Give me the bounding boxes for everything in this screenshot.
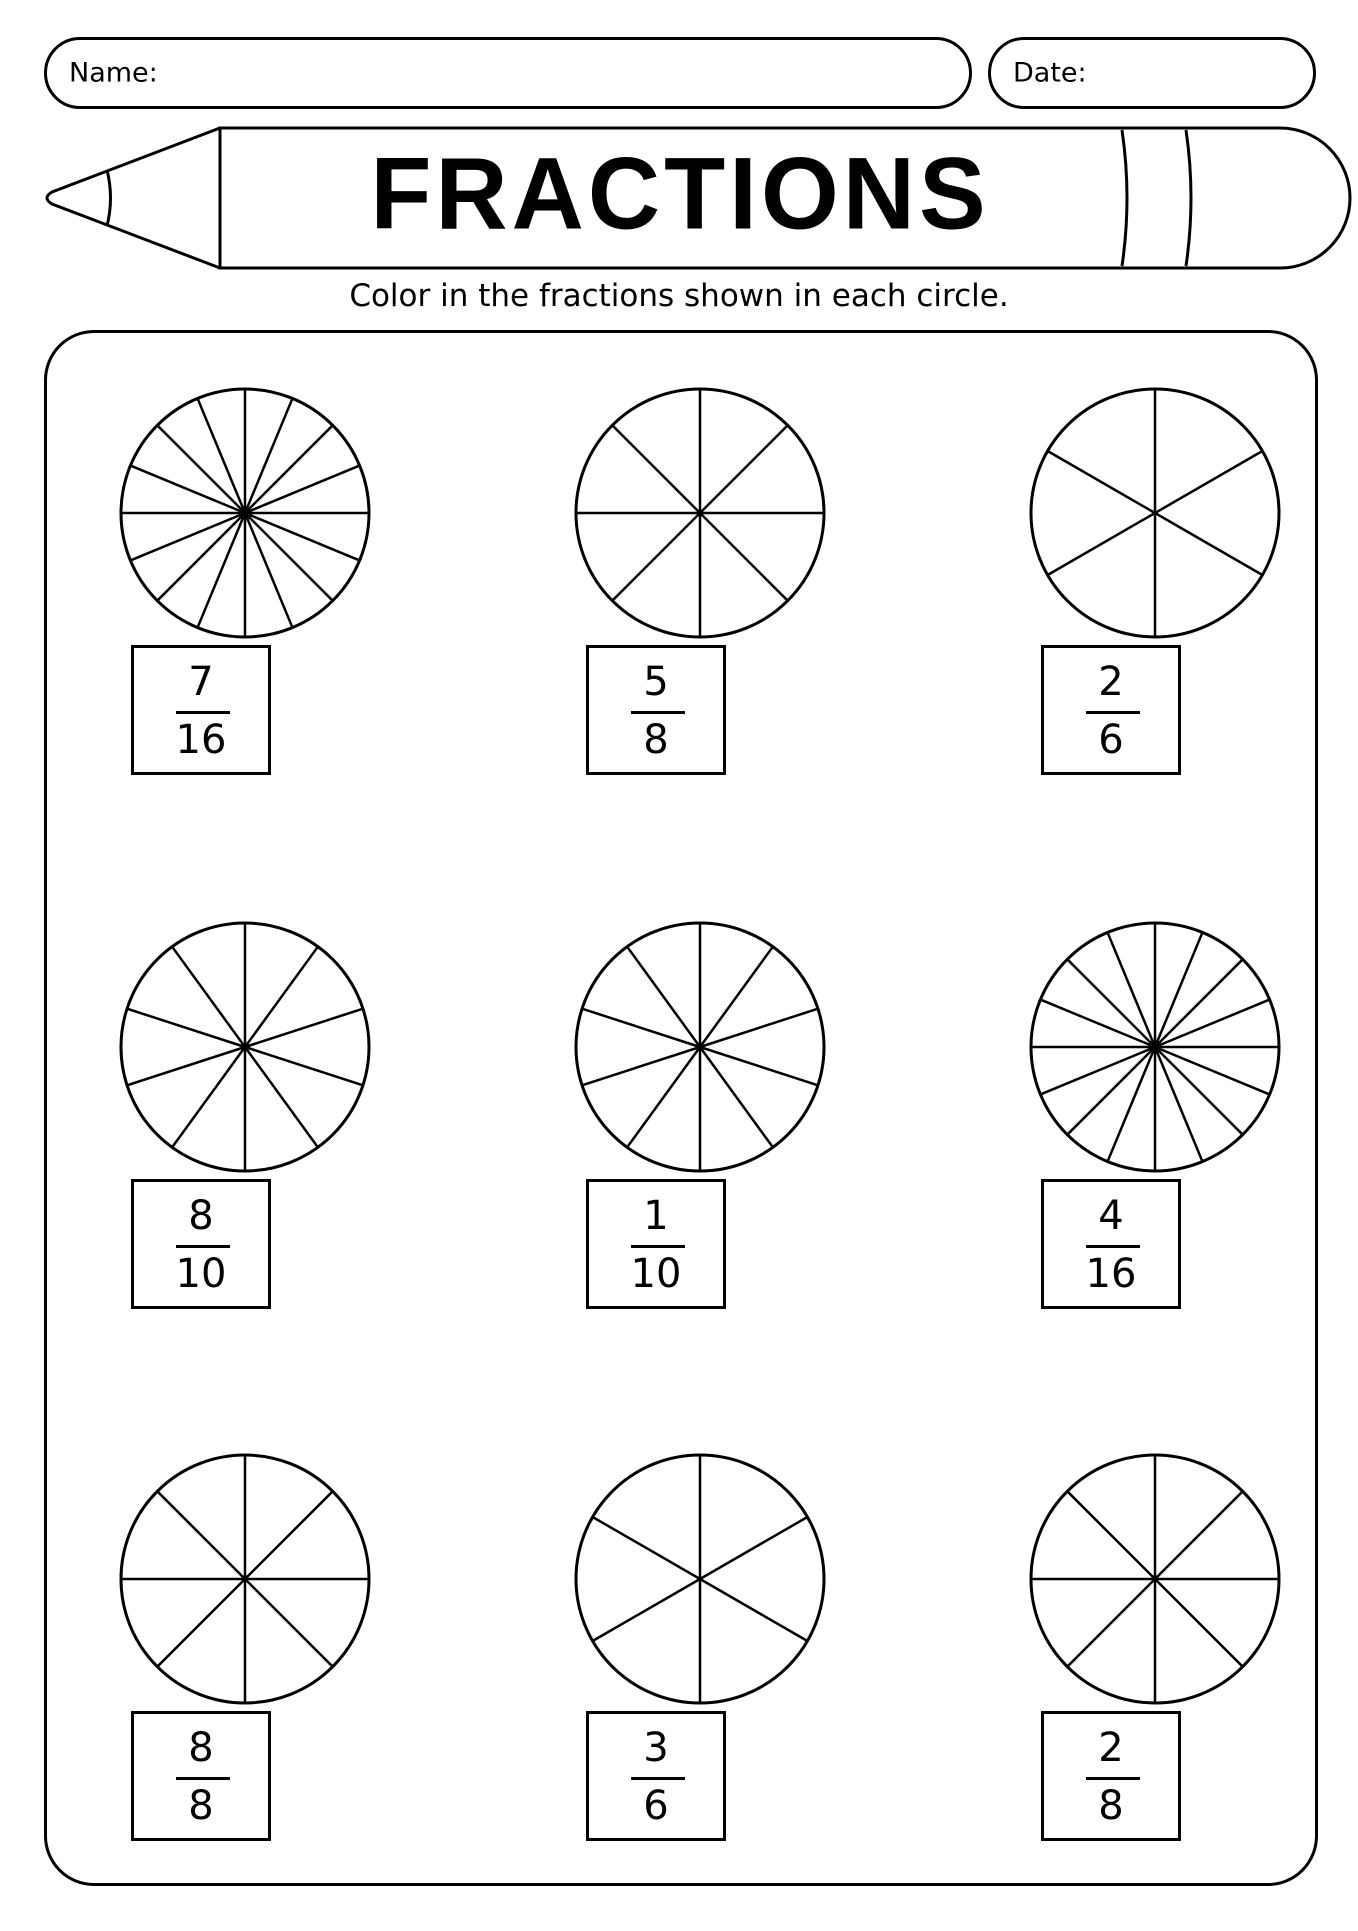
numerator: 3 (643, 1725, 669, 1771)
fraction-box (1041, 1179, 1181, 1309)
fraction-problem (87, 919, 487, 1399)
numerator: 2 (1098, 1725, 1124, 1771)
denominator: 6 (1098, 717, 1124, 763)
fraction-circle[interactable] (542, 1451, 942, 1711)
fraction-problem (542, 919, 942, 1399)
fraction-circle[interactable] (542, 385, 942, 645)
denominator: 10 (175, 1251, 227, 1297)
denominator: 10 (630, 1251, 682, 1297)
fraction-problem (997, 919, 1358, 1399)
name-field[interactable] (44, 37, 972, 109)
denominator: 16 (175, 717, 227, 763)
fraction-bar (631, 711, 685, 714)
fraction-circle[interactable] (997, 385, 1358, 645)
fraction-bar (1086, 1245, 1140, 1248)
fraction-bar (631, 1245, 685, 1248)
fraction-circle[interactable] (87, 1451, 487, 1711)
fraction-problem (542, 1451, 942, 1931)
fraction-box (586, 645, 726, 775)
numerator: 8 (188, 1725, 214, 1771)
fraction-problem (87, 1451, 487, 1931)
date-label: Date: (1013, 57, 1087, 89)
fraction-problem (542, 385, 942, 865)
numerator: 8 (188, 1193, 214, 1239)
denominator: 16 (1085, 1251, 1137, 1297)
fraction-circle[interactable] (997, 1451, 1358, 1711)
fraction-circle[interactable] (997, 919, 1358, 1179)
fraction-box (586, 1179, 726, 1309)
fraction-box (586, 1711, 726, 1841)
fraction-box (131, 1179, 271, 1309)
denominator: 6 (643, 1783, 669, 1829)
name-label: Name: (69, 57, 158, 89)
fraction-bar (1086, 711, 1140, 714)
numerator: 4 (1098, 1193, 1124, 1239)
fraction-problem (87, 385, 487, 865)
fraction-bar (176, 1777, 230, 1780)
denominator: 8 (1098, 1783, 1124, 1829)
denominator: 8 (643, 717, 669, 763)
fraction-box (1041, 645, 1181, 775)
fraction-bar (176, 1245, 230, 1248)
denominator: 8 (188, 1783, 214, 1829)
problems-panel (44, 330, 1318, 1886)
numerator: 5 (643, 659, 669, 705)
fraction-problem (997, 1451, 1358, 1931)
fraction-box (131, 645, 271, 775)
fraction-box (1041, 1711, 1181, 1841)
numerator: 1 (643, 1193, 669, 1239)
fraction-box (131, 1711, 271, 1841)
instruction-text: Color in the fractions shown in each circle. (349, 278, 1009, 314)
fraction-circle[interactable] (87, 385, 487, 645)
fraction-bar (631, 1777, 685, 1780)
fraction-circle[interactable] (87, 919, 487, 1179)
worksheet-title: FRACTIONS (370, 136, 990, 252)
fraction-bar (176, 711, 230, 714)
numerator: 2 (1098, 659, 1124, 705)
numerator: 7 (188, 659, 214, 705)
fraction-circle[interactable] (542, 919, 942, 1179)
fraction-bar (1086, 1777, 1140, 1780)
fraction-problem (997, 385, 1358, 865)
date-field[interactable] (988, 37, 1316, 109)
